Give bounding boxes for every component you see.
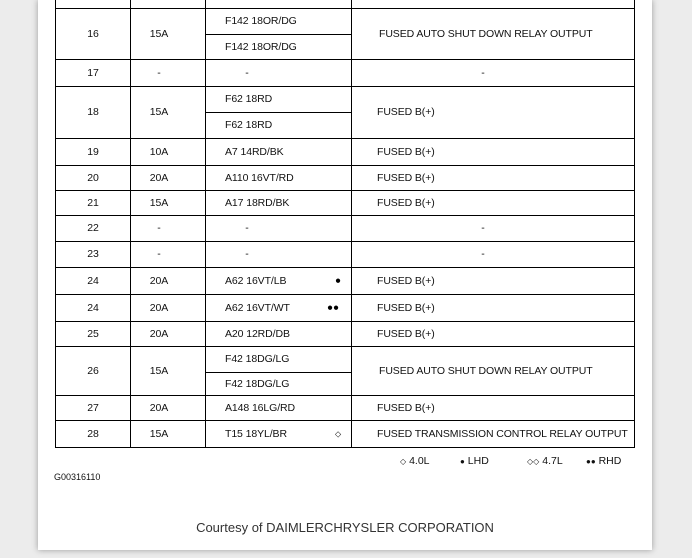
table-row-rule <box>55 294 635 295</box>
table-row-rule <box>55 215 635 216</box>
fuse-number: 22 <box>87 222 99 234</box>
circuit-code: F142 18OR/DG <box>225 40 297 53</box>
fuse-number: 20 <box>87 171 99 184</box>
circuit-description: FUSED AUTO SHUT DOWN RELAY OUTPUT <box>379 364 593 377</box>
fuse-number: 26 <box>87 364 99 377</box>
circuit-code: A17 18RD/BK <box>225 196 290 209</box>
legend-item-rhd: ●● RHD <box>586 455 622 467</box>
fuse-number: 17 <box>87 66 99 79</box>
circuit-code: - <box>245 222 249 234</box>
circuit-code: A7 14RD/BK <box>225 145 284 158</box>
circuit-description: FUSED B(+) <box>377 327 435 340</box>
circuit-code: A62 16VT/WT <box>225 301 290 314</box>
circuit-code: T15 18YL/BR <box>225 427 287 440</box>
circuit-divider <box>205 34 351 35</box>
table-row-rule <box>55 420 635 421</box>
fuse-rating: - <box>157 66 161 79</box>
circuit-divider <box>205 112 351 113</box>
circuit-code: A62 16VT/LB <box>225 274 287 287</box>
table-row-rule <box>55 59 635 60</box>
circuit-code: F42 18DG/LG <box>225 353 290 365</box>
circuit-code: - <box>245 248 249 260</box>
fuse-rating: 15A <box>149 196 169 209</box>
courtesy-caption: Courtesy of DAIMLERCHRYSLER CORPORATION <box>196 520 494 535</box>
fuse-rating: 20A <box>149 274 169 287</box>
fuse-rating: - <box>157 222 161 234</box>
table-column-rule <box>634 0 635 448</box>
fuse-rating: 15A <box>149 427 169 440</box>
circuit-divider <box>205 372 351 373</box>
circuit-code: - <box>245 66 249 79</box>
table-column-rule <box>351 0 352 448</box>
fuse-number: 16 <box>87 27 99 40</box>
circuit-description: - <box>481 66 485 79</box>
fuse-rating: 20A <box>149 327 169 340</box>
table-column-rule <box>55 0 56 448</box>
table-row-rule <box>55 346 635 347</box>
circuit-description: FUSED B(+) <box>377 274 435 287</box>
circuit-description: - <box>481 222 485 234</box>
circuit-description: FUSED B(+) <box>377 401 435 414</box>
document-page <box>38 0 652 550</box>
circuit-description: FUSED B(+) <box>377 171 435 184</box>
fuse-rating: 15A <box>149 106 169 118</box>
table-row-rule <box>55 395 635 396</box>
table-column-rule <box>130 0 131 448</box>
fuse-number: 27 <box>87 401 99 414</box>
table-row-rule <box>55 86 635 87</box>
fuse-table <box>55 0 635 447</box>
fuse-number: 19 <box>87 145 99 158</box>
figure-id: G00316110 <box>54 472 101 482</box>
table-row-rule <box>55 190 635 191</box>
circuit-code: F42 18DG/LG <box>225 377 290 390</box>
fuse-rating: 20A <box>149 401 169 414</box>
circuit-code: F142 18OR/DG <box>225 15 297 27</box>
circuit-description: FUSED B(+) <box>377 196 435 209</box>
fuse-rating: 15A <box>149 364 169 377</box>
fuse-rating: 15A <box>149 27 169 40</box>
option-marker: ● <box>335 275 342 286</box>
fuse-number: 18 <box>87 106 99 118</box>
table-row-rule <box>55 321 635 322</box>
fuse-number: 23 <box>87 248 99 260</box>
table-row-rule <box>55 267 635 268</box>
table-row-rule <box>55 165 635 166</box>
circuit-description: FUSED B(+) <box>377 106 435 118</box>
fuse-number: 24 <box>87 301 99 314</box>
circuit-description: FUSED TRANSMISSION CONTROL RELAY OUTPUT <box>377 427 628 440</box>
circuit-description: FUSED B(+) <box>377 301 435 314</box>
circuit-code: A20 12RD/DB <box>225 327 290 340</box>
fuse-number: 24 <box>87 274 99 287</box>
table-row-rule <box>55 447 635 448</box>
table-row-rule <box>55 241 635 242</box>
circuit-code: A110 16VT/RD <box>225 171 294 184</box>
table-column-rule <box>205 0 206 448</box>
legend-item-4-7l: ◇◇ 4.7L <box>527 455 563 467</box>
fuse-rating: 10A <box>149 145 169 158</box>
circuit-description: - <box>481 248 485 260</box>
option-marker: ●● <box>327 302 340 313</box>
fuse-number: 28 <box>87 427 99 440</box>
fuse-number: 21 <box>87 196 99 209</box>
circuit-code: F62 18RD <box>225 119 273 131</box>
legend-item-4-0l: ◇ 4.0L <box>400 455 430 467</box>
table-row-rule <box>55 138 635 139</box>
circuit-description: FUSED B(+) <box>377 145 435 158</box>
table-row-rule <box>55 8 635 9</box>
fuse-rating: 20A <box>149 171 169 184</box>
fuse-number: 25 <box>87 327 99 340</box>
circuit-description: FUSED AUTO SHUT DOWN RELAY OUTPUT <box>379 27 593 40</box>
circuit-code: F62 18RD <box>225 93 273 105</box>
option-marker: ◇ <box>335 429 342 438</box>
circuit-code: A148 16LG/RD <box>225 401 296 414</box>
fuse-rating: - <box>157 248 161 260</box>
fuse-rating: 20A <box>149 301 169 314</box>
legend-item-lhd: ● LHD <box>460 455 489 467</box>
